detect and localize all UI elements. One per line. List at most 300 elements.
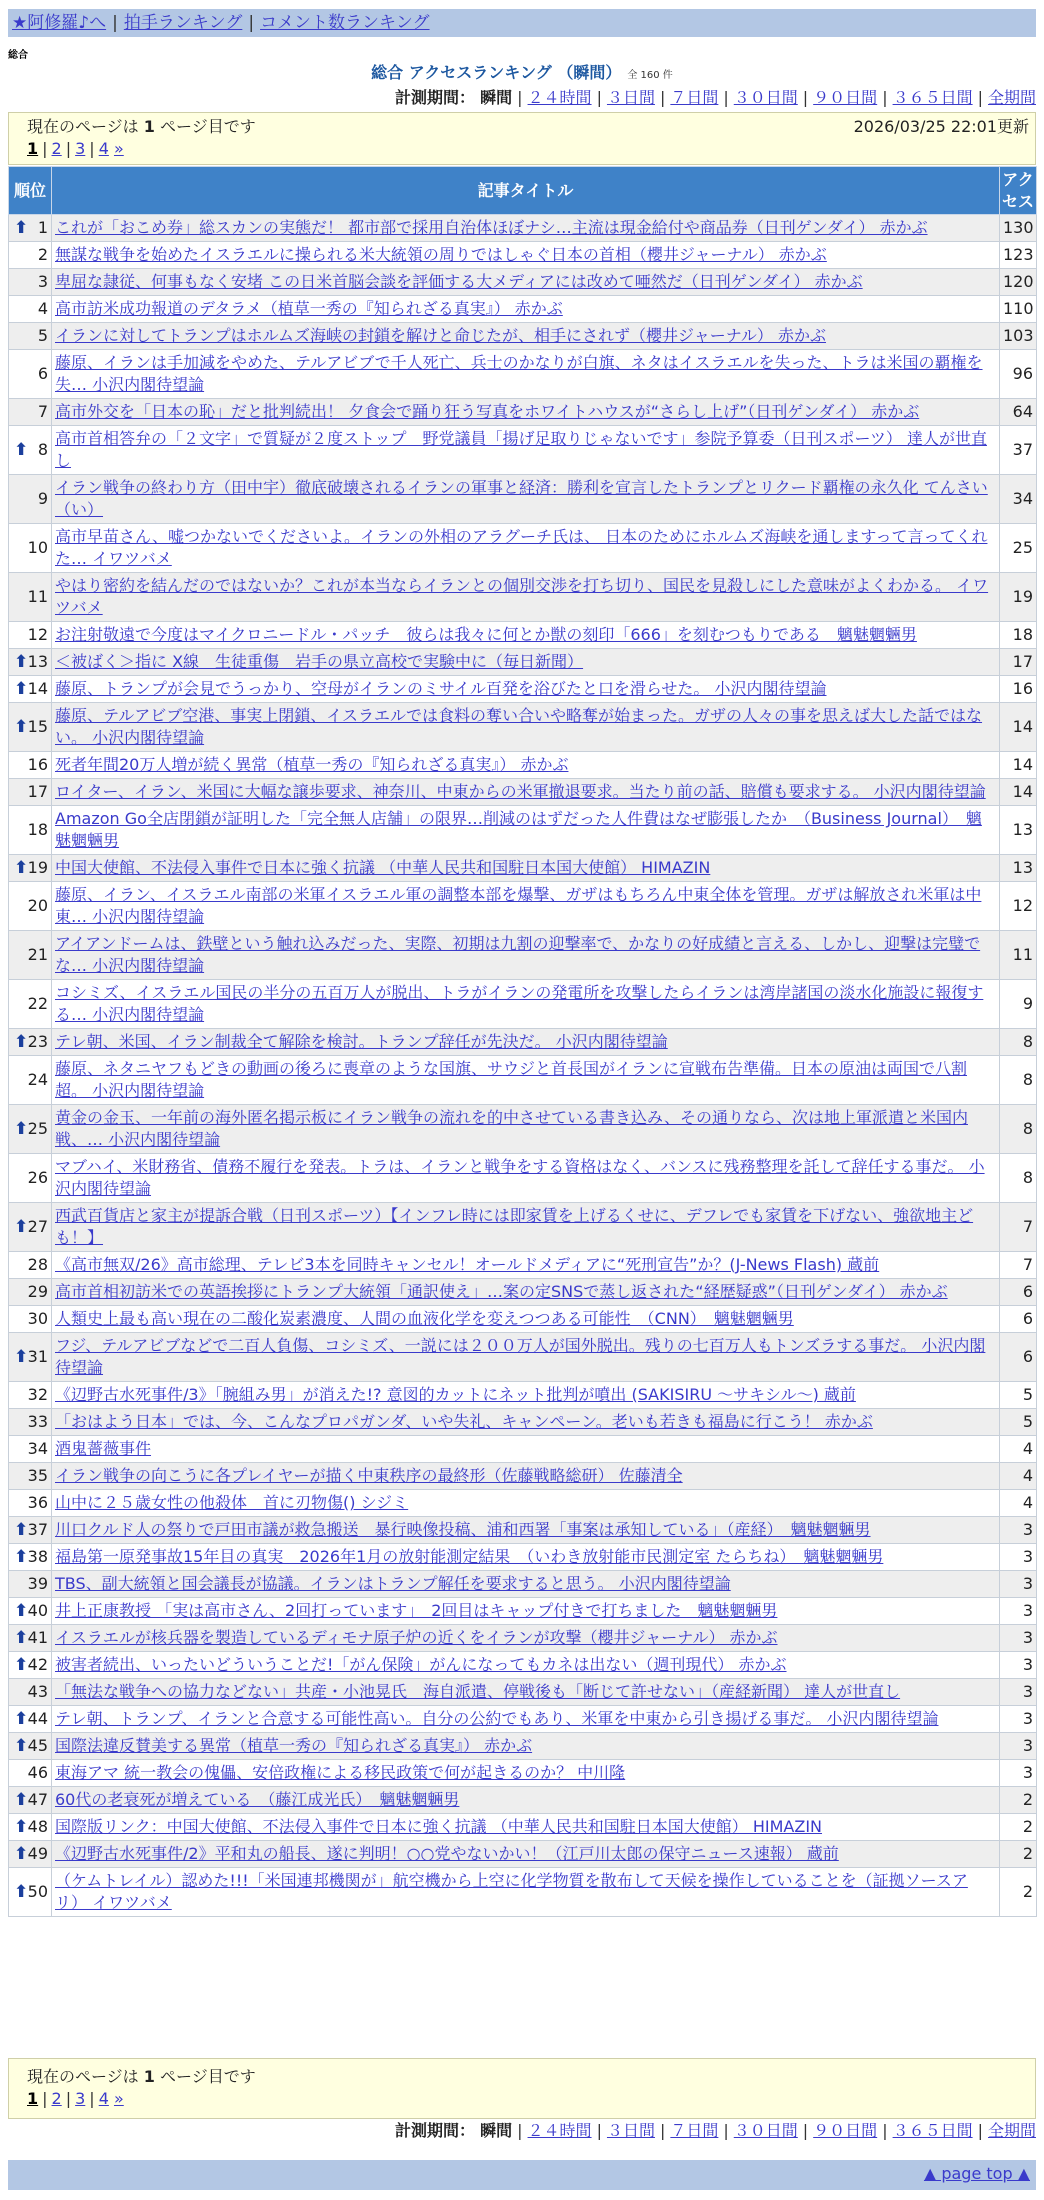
period-link[interactable]: 全期間 bbox=[987, 88, 1036, 107]
table-row bbox=[9, 1841, 1037, 1868]
page-link[interactable]: 3 bbox=[75, 2089, 86, 2108]
title-cell bbox=[52, 215, 1000, 242]
title-cell bbox=[52, 1154, 1000, 1203]
title-cell bbox=[52, 573, 1000, 622]
title-cell bbox=[52, 1463, 1000, 1490]
table-row bbox=[9, 1306, 1037, 1333]
title-cell bbox=[52, 752, 1000, 779]
page-link[interactable]: 2 bbox=[51, 2089, 62, 2108]
access-count: 3 bbox=[1000, 1760, 1037, 1787]
up-arrow-icon: ⬆ bbox=[14, 218, 29, 238]
access-count: 3 bbox=[1000, 1517, 1037, 1544]
access-count: 110 bbox=[1000, 296, 1037, 323]
table-row bbox=[9, 1814, 1037, 1841]
article-link[interactable]: お注射敬遠で今度はマイクロニードル・パッチ 彼らは我々に何とか獣の刻印「666」を刻むつもりである 魑魅魍魎男 bbox=[55, 625, 917, 644]
article-link[interactable]: テレ朝、トランプ、イランと合意する可能性高い。自分の公約でもあり、米軍を中東から引き揚げる事だ。 小沢内閣待望論 bbox=[55, 1709, 939, 1728]
period-link[interactable]: 全期間 bbox=[987, 2121, 1036, 2140]
article-link[interactable]: 《辺野古水死事件/3》「腕組み男」が消えた!? 意図的カットにネット批判が噴出 (SAKISIRU ～サキシル～) 蔵前 bbox=[55, 1385, 856, 1404]
up-arrow-icon: ⬆ bbox=[14, 1347, 29, 1367]
rank-cell bbox=[9, 806, 52, 855]
nav-separator: | bbox=[112, 13, 118, 33]
rank-cell bbox=[9, 215, 52, 242]
access-count: 5 bbox=[1000, 1382, 1037, 1409]
title-cell bbox=[52, 1409, 1000, 1436]
table-row bbox=[9, 1544, 1037, 1571]
rank-cell bbox=[9, 676, 52, 703]
article-link[interactable]: 山中に２５歳女性の他殺体 首に刃物傷() シジミ bbox=[55, 1493, 409, 1512]
period-separator: | bbox=[659, 2121, 666, 2140]
table-row bbox=[9, 426, 1037, 475]
table-row bbox=[9, 399, 1037, 426]
up-arrow-icon: ⬆ bbox=[14, 1882, 29, 1902]
title-cell bbox=[52, 1598, 1000, 1625]
article-link[interactable]: 国際版リンク：中国大使館、不法侵入事件で日本に強く抗議 （中華人民共和国駐日本国大使館） HIMAZIN bbox=[55, 1817, 823, 1836]
access-count: 123 bbox=[1000, 242, 1037, 269]
page-top-link[interactable]: ▲ page top ▲ bbox=[923, 2164, 1030, 2183]
period-label: 計測期間： bbox=[395, 88, 476, 107]
access-count: 130 bbox=[1000, 215, 1037, 242]
rank-cell bbox=[9, 1517, 52, 1544]
rank-number: 20 bbox=[27, 896, 48, 915]
article-link[interactable]: 死者年間20万人増が続く異常（植草一秀の『知られざる真実』） 赤かぶ bbox=[55, 755, 569, 774]
page-separator: | bbox=[42, 2089, 48, 2108]
article-link[interactable]: 《辺野古水死事件/2》平和丸の船長、遂に判明！○○党やないかい！（江戸川太郎の保守ニュース速報） 蔵前 bbox=[55, 1844, 839, 1863]
page-link[interactable]: 2 bbox=[51, 139, 62, 158]
rank-cell bbox=[9, 475, 52, 524]
clap-ranking-link[interactable]: 拍手ランキング bbox=[123, 13, 243, 33]
header-access: アクセス bbox=[1000, 167, 1037, 215]
title-cell bbox=[52, 1029, 1000, 1056]
rank-number: 35 bbox=[27, 1466, 48, 1485]
article-link[interactable]: イランに対してトランプはホルムズ海峡の封鎖を解けと命じたが、相手にされず（櫻井ジャーナル） 赤かぶ bbox=[55, 326, 827, 345]
title-cell bbox=[52, 882, 1000, 931]
title-cell bbox=[52, 980, 1000, 1029]
page-status: 現在のページは 1 ページ目です bbox=[27, 117, 256, 136]
table-row bbox=[9, 1679, 1037, 1706]
article-link[interactable]: 被害者続出、いったいどういうことだ!「がん保険」がんになってもカネは出ない（週刊現代） 赤かぶ bbox=[55, 1655, 787, 1674]
article-link[interactable]: 藤原、ネタニヤフもどきの動画の後ろに喪章のような国旗、サウジと首長国がイランに宣戦布告準備。日本の原油は両国で八割超。 小沢内閣待望論 bbox=[55, 1059, 968, 1100]
access-count: 19 bbox=[1000, 573, 1037, 622]
up-arrow-icon: ⬆ bbox=[14, 1655, 29, 1675]
table-row bbox=[9, 296, 1037, 323]
access-count: 16 bbox=[1000, 676, 1037, 703]
rank-number: 3 bbox=[37, 272, 48, 291]
rank-number: 28 bbox=[27, 1255, 48, 1274]
rank-cell bbox=[9, 980, 52, 1029]
up-arrow-icon: ⬆ bbox=[14, 717, 29, 737]
table-row bbox=[9, 1517, 1037, 1544]
page-separator: | bbox=[65, 139, 72, 158]
rank-number: 44 bbox=[27, 1709, 48, 1728]
period-separator: | bbox=[882, 88, 888, 107]
up-arrow-icon: ⬆ bbox=[14, 1628, 29, 1648]
table-row bbox=[9, 806, 1037, 855]
article-link[interactable]: 60代の老衰死が増えている （藤江成光氏） 魑魅魍魎男 bbox=[55, 1790, 460, 1809]
rank-cell bbox=[9, 649, 52, 676]
rank-cell bbox=[9, 1598, 52, 1625]
article-link[interactable]: 川口クルド人の祭りで戸田市議が救急搬送 暴行映像投稿、浦和西署「事案は承知している」（産経） 魑魅魍魎男 bbox=[55, 1520, 871, 1539]
rank-cell bbox=[9, 1029, 52, 1056]
page-next-link[interactable]: » bbox=[113, 2089, 124, 2108]
rank-cell bbox=[9, 1382, 52, 1409]
rank-cell bbox=[9, 752, 52, 779]
rank-cell bbox=[9, 573, 52, 622]
title-cell bbox=[52, 1706, 1000, 1733]
rank-number: 24 bbox=[27, 1070, 48, 1089]
access-count: 120 bbox=[1000, 269, 1037, 296]
title-cell bbox=[52, 855, 1000, 882]
access-count: 34 bbox=[1000, 475, 1037, 524]
article-link[interactable]: ＜被ばく＞指に X線 生徒重傷 岩手の県立高校で実験中に（毎日新聞） bbox=[55, 652, 584, 671]
title-cell bbox=[52, 399, 1000, 426]
article-link[interactable]: フジ、テルアビブなどで二百人負傷、コシミズ、一説には２００万人が国外脱出。残りの七百万人もトンズラする事だ。 小沢内閣待望論 bbox=[55, 1336, 986, 1377]
table-row bbox=[9, 1490, 1037, 1517]
title-cell bbox=[52, 1333, 1000, 1382]
access-count: 17 bbox=[1000, 649, 1037, 676]
rank-number: 1 bbox=[37, 218, 48, 237]
table-row bbox=[9, 1760, 1037, 1787]
article-link[interactable]: 高市訪米成功報道のデタラメ（植草一秀の『知られざる真実』） 赤かぶ bbox=[55, 299, 563, 318]
table-row bbox=[9, 1571, 1037, 1598]
table-row bbox=[9, 1154, 1037, 1203]
up-arrow-icon: ⬆ bbox=[14, 1709, 29, 1729]
rank-number: 22 bbox=[27, 994, 48, 1013]
article-link[interactable]: 西武百貨店と家主が提訴合戦（日刊スポーツ）【インフレ時には即家賃を上げるくせに、デフレでも家賃を下げない、強欲地主ども！】 bbox=[55, 1206, 974, 1247]
access-count: 11 bbox=[1000, 931, 1037, 980]
rank-number: 48 bbox=[27, 1817, 48, 1836]
period-link[interactable]: ３６５日間 bbox=[892, 2121, 973, 2140]
title-cell bbox=[52, 426, 1000, 475]
article-link[interactable]: TBS、副大統領と国会議長が協議。イランはトランプ解任を要求すると思う。 小沢内閣待望論 bbox=[55, 1574, 731, 1593]
article-link[interactable]: アイアンドームは、鉄壁という触れ込みだった、実際、初期は九割の迎撃率で、かなりの好成績と言える、しかし、迎撃は完璧でな… 小沢内閣待望論 bbox=[55, 934, 981, 975]
access-count: 103 bbox=[1000, 323, 1037, 350]
table-row bbox=[9, 703, 1037, 752]
rank-cell bbox=[9, 1814, 52, 1841]
period-current: 瞬間 bbox=[480, 2121, 513, 2140]
rank-cell bbox=[9, 703, 52, 752]
table-row bbox=[9, 1706, 1037, 1733]
home-link[interactable]: ★阿修羅♪へ bbox=[12, 13, 107, 33]
rank-number: 36 bbox=[27, 1493, 48, 1512]
rank-cell bbox=[9, 1733, 52, 1760]
period-separator: | bbox=[723, 2121, 729, 2140]
title-cell bbox=[52, 1105, 1000, 1154]
rank-number: 31 bbox=[27, 1347, 48, 1366]
article-link[interactable]: コシミズ、イスラエル国民の半分の五百万人が脱出、トラがイランの発電所を攻撃したらイランは湾岸諸国の淡水化施設に報復する… 小沢内閣待望論 bbox=[55, 983, 984, 1024]
rank-cell bbox=[9, 1868, 52, 1917]
page-title-text: 総合 アクセスランキング （瞬間） bbox=[371, 63, 622, 82]
table-row bbox=[9, 215, 1037, 242]
period-link[interactable]: ９０日間 bbox=[813, 2121, 878, 2140]
access-count: 13 bbox=[1000, 806, 1037, 855]
title-cell bbox=[52, 703, 1000, 752]
rank-number: 30 bbox=[27, 1309, 48, 1328]
access-count: 3 bbox=[1000, 1733, 1037, 1760]
article-link[interactable]: 卑屈な隷従、何事もなく安堵 この日米首脳会談を評価する大メディアには改めて唖然だ（日刊ゲンダイ） 赤かぶ bbox=[55, 272, 863, 291]
rank-cell bbox=[9, 779, 52, 806]
pager-bottom bbox=[8, 2058, 1036, 2119]
up-arrow-icon: ⬆ bbox=[14, 1790, 29, 1810]
rank-number: 9 bbox=[37, 489, 48, 508]
article-link[interactable]: イラン戦争の向こうに各プレイヤーが描く中東秩序の最終形（佐藤戦略総研） 佐藤清全 bbox=[55, 1466, 683, 1485]
article-link[interactable]: 高市首相答弁の「２文字」で質疑が２度ストップ 野党議員「揚げ足取りじゃないです」参院予算委（日刊スポーツ） 達人が世直し bbox=[55, 429, 987, 470]
rank-number: 29 bbox=[27, 1282, 48, 1301]
rank-number: 13 bbox=[27, 652, 48, 671]
up-arrow-icon: ⬆ bbox=[14, 1601, 29, 1621]
article-link[interactable]: 国際法違反賛美する異常（植草一秀の『知られざる真実』） 赤かぶ bbox=[55, 1736, 533, 1755]
total-count: 全 160 件 bbox=[627, 70, 673, 81]
page-link[interactable]: 4 bbox=[98, 2089, 109, 2108]
up-arrow-icon: ⬆ bbox=[14, 1844, 29, 1864]
article-link[interactable]: 井上正康教授 「実は高市さん、2回打っています」 2回目はキャップ付きで打ちました 魑魅魍魎男 bbox=[55, 1601, 778, 1620]
title-cell bbox=[52, 1625, 1000, 1652]
rank-cell bbox=[9, 1679, 52, 1706]
article-link[interactable]: 福島第一原発事故15年目の真実 2026年1月の放射能測定結果 （いわき放射能市民測定室 たらちね） 魑魅魍魎男 bbox=[55, 1547, 884, 1566]
page-link[interactable]: 3 bbox=[75, 139, 86, 158]
access-count: 2 bbox=[1000, 1841, 1037, 1868]
rank-number: 34 bbox=[27, 1439, 48, 1458]
rank-cell bbox=[9, 399, 52, 426]
period-separator: | bbox=[802, 2121, 809, 2140]
article-link[interactable]: 藤原、イラン、イスラエル南部の米軍イスラエル軍の調整本部を爆撃、ガザはもちろん中東全体を管理。ガザは解放され米軍は中東… 小沢内閣待望論 bbox=[55, 885, 982, 926]
access-count: 4 bbox=[1000, 1436, 1037, 1463]
article-link[interactable]: マブハイ、米財務省、債務不履行を発表。トラは、イランと戦争をする資格はなく、バンスに残務整理を託して辞任する事だ。 小沢内閣待望論 bbox=[55, 1157, 985, 1198]
period-link[interactable]: ９０日間 bbox=[813, 88, 878, 107]
period-selector-bottom bbox=[395, 2120, 1036, 2142]
rank-cell bbox=[9, 1154, 52, 1203]
title-cell bbox=[52, 1306, 1000, 1333]
rank-number: 38 bbox=[27, 1547, 48, 1566]
article-link[interactable]: これが「おこめ券」総スカンの実態だ！ 都市部で採用自治体ほぼナシ…主流は現金給付や商品券（日刊ゲンダイ） 赤かぶ bbox=[55, 218, 928, 237]
access-count: 12 bbox=[1000, 882, 1037, 931]
rank-number: 32 bbox=[27, 1385, 48, 1404]
article-link[interactable]: 高市首相初訪米での英語挨拶にトランプ大統領「通訳使え」…案の定SNSで蒸し返された“経歴疑惑”（日刊ゲンダイ） 赤かぶ bbox=[55, 1282, 948, 1301]
rank-number: 23 bbox=[27, 1032, 48, 1051]
rank-number: 46 bbox=[27, 1763, 48, 1782]
rank-cell bbox=[9, 1252, 52, 1279]
page-next-link[interactable]: » bbox=[113, 139, 124, 158]
access-count: 3 bbox=[1000, 1706, 1037, 1733]
comment-ranking-link[interactable]: コメント数ランキング bbox=[260, 13, 430, 33]
rank-cell bbox=[9, 1625, 52, 1652]
table-row bbox=[9, 1056, 1037, 1105]
title-cell bbox=[52, 1760, 1000, 1787]
article-link[interactable]: やはり密約を結んだのではないか？これが本当ならイランとの個別交渉を打ち切り、国民を見殺しにした意味がよくわかる。 イワツバメ bbox=[55, 576, 989, 617]
access-count: 2 bbox=[1000, 1814, 1037, 1841]
rank-cell bbox=[9, 1841, 52, 1868]
rank-number: 10 bbox=[27, 538, 48, 557]
updated-timestamp: 2026/03/25 22:01更新 bbox=[853, 117, 1029, 136]
up-arrow-icon: ⬆ bbox=[14, 652, 29, 672]
period-separator: | bbox=[517, 2121, 523, 2140]
access-count: 3 bbox=[1000, 1679, 1037, 1706]
rank-number: 21 bbox=[27, 945, 48, 964]
period-link[interactable]: ７日間 bbox=[670, 88, 719, 107]
rank-number: 5 bbox=[37, 326, 48, 345]
rank-cell bbox=[9, 1787, 52, 1814]
title-cell bbox=[52, 931, 1000, 980]
access-count: 8 bbox=[1000, 1154, 1037, 1203]
period-link[interactable]: ７日間 bbox=[670, 2121, 719, 2140]
up-arrow-icon: ⬆ bbox=[14, 1817, 29, 1837]
title-cell bbox=[52, 1279, 1000, 1306]
rank-number: 4 bbox=[37, 299, 48, 318]
rank-number: 14 bbox=[27, 679, 48, 698]
period-link[interactable]: ２４時間 bbox=[527, 88, 592, 107]
access-count: 18 bbox=[1000, 622, 1037, 649]
table-row bbox=[9, 1652, 1037, 1679]
article-link[interactable]: 高市外交を「日本の恥」だと批判続出！ 夕食会で踊り狂う写真をホワイトハウスが“さらし上げ”（日刊ゲンダイ） 赤かぶ bbox=[55, 402, 920, 421]
article-link[interactable]: 藤原、トランプが会見でうっかり、空母がイランのミサイル百発を浴びたと口を滑らせた。 小沢内閣待望論 bbox=[55, 679, 827, 698]
footer-bar bbox=[8, 2160, 1036, 2190]
up-arrow-icon: ⬆ bbox=[14, 679, 29, 699]
period-separator: | bbox=[977, 2121, 983, 2140]
rank-cell bbox=[9, 1571, 52, 1598]
table-row bbox=[9, 1598, 1037, 1625]
article-link[interactable]: イスラエルが核兵器を製造しているディモナ原子炉の近くをイランが攻撃（櫻井ジャーナル） 赤かぶ bbox=[55, 1628, 778, 1647]
title-cell bbox=[52, 475, 1000, 524]
access-count: 3 bbox=[1000, 1625, 1037, 1652]
rank-cell bbox=[9, 622, 52, 649]
article-link[interactable]: 無謀な戦争を始めたイスラエルに操られる米大統領の周りではしゃぐ日本の首相（櫻井ジャーナル） 赤かぶ bbox=[55, 245, 827, 264]
article-link[interactable]: 中国大使館、不法侵入事件で日本に強く抗議 （中華人民共和国駐日本国大使館） HIMAZIN bbox=[55, 858, 711, 877]
page-numbers bbox=[27, 2088, 1017, 2110]
title-cell bbox=[52, 1571, 1000, 1598]
title-cell bbox=[52, 649, 1000, 676]
title-cell bbox=[52, 1203, 1000, 1252]
table-row bbox=[9, 350, 1037, 399]
rank-number: 25 bbox=[27, 1119, 48, 1138]
header-title: 記事タイトル bbox=[52, 167, 1000, 215]
header-rank: 順位 bbox=[9, 167, 52, 215]
rank-number: 37 bbox=[27, 1520, 48, 1539]
period-link[interactable]: ３６５日間 bbox=[892, 88, 973, 107]
table-row bbox=[9, 1279, 1037, 1306]
article-link[interactable]: 高市早苗さん、嘘つかないでくださいよ。イランの外相のアラグーチ氏は、 日本のためにホルムズ海峡を通しますって言ってくれた… イワツバメ bbox=[55, 527, 988, 568]
article-link[interactable]: 《高市無双/26》高市総理、テレビ3本を同時キャンセル！オールドメディアに“死刑宣告”か？(J-News Flash) 蔵前 bbox=[55, 1255, 880, 1274]
nav-separator: | bbox=[248, 13, 255, 33]
period-link[interactable]: ３０日間 bbox=[733, 2121, 798, 2140]
period-separator: | bbox=[882, 2121, 888, 2140]
rank-number: 41 bbox=[27, 1628, 48, 1647]
access-count: 6 bbox=[1000, 1306, 1037, 1333]
ranking-table bbox=[8, 166, 1037, 1917]
rank-cell bbox=[9, 1306, 52, 1333]
table-row bbox=[9, 980, 1037, 1029]
title-cell bbox=[52, 1517, 1000, 1544]
rank-number: 7 bbox=[37, 402, 48, 421]
period-separator: | bbox=[596, 88, 602, 107]
period-link[interactable]: ２４時間 bbox=[527, 2121, 592, 2140]
access-count: 13 bbox=[1000, 855, 1037, 882]
article-link[interactable]: テレ朝、米国、イラン制裁全て解除を検討。トランプ辞任が先決だ。 小沢内閣待望論 bbox=[55, 1032, 668, 1051]
page-current: 1 bbox=[27, 139, 39, 158]
period-link[interactable]: ３日間 bbox=[606, 2121, 655, 2140]
table-row bbox=[9, 1436, 1037, 1463]
rank-cell bbox=[9, 1760, 52, 1787]
rank-number: 18 bbox=[27, 820, 48, 839]
table-row bbox=[9, 573, 1037, 622]
rank-number: 47 bbox=[27, 1790, 48, 1809]
article-link[interactable]: 酒鬼薔薇事件 bbox=[55, 1439, 152, 1458]
rank-number: 40 bbox=[27, 1601, 48, 1620]
article-link[interactable]: 「おはよう日本」では、今、こんなプロパガンダ、いや失礼、キャンペーン。老いも若きも福島に行こう！ 赤かぶ bbox=[55, 1412, 873, 1431]
table-row bbox=[9, 242, 1037, 269]
title-cell bbox=[52, 1652, 1000, 1679]
title-cell bbox=[52, 350, 1000, 399]
rank-cell bbox=[9, 931, 52, 980]
article-link[interactable]: 東海アマ 統一教会の傀儡、安倍政権による移民政策で何が起きるのか？ 中川隆 bbox=[55, 1763, 626, 1782]
rank-cell bbox=[9, 1436, 52, 1463]
page-title bbox=[0, 60, 1044, 83]
table-row bbox=[9, 524, 1037, 573]
up-arrow-icon: ⬆ bbox=[14, 1119, 29, 1139]
page-numbers bbox=[27, 138, 1017, 160]
article-link[interactable]: 「無法な戦争への協力などない」共産・小池晃氏 海自派遣、停戦後も「断じて許せない」（産経新聞） 達人が世直し bbox=[55, 1682, 901, 1701]
access-count: 8 bbox=[1000, 1105, 1037, 1154]
table-row bbox=[9, 1463, 1037, 1490]
table-row bbox=[9, 622, 1037, 649]
rank-number: 42 bbox=[27, 1655, 48, 1674]
article-link[interactable]: ロイター、イラン、米国に大幅な譲歩要求、神奈川、中東からの米軍撤退要求。当たり前の話、賠償も要求する。 小沢内閣待望論 bbox=[55, 782, 986, 801]
period-separator: | bbox=[802, 88, 809, 107]
rank-cell bbox=[9, 1333, 52, 1382]
period-link[interactable]: ３０日間 bbox=[733, 88, 798, 107]
table-row bbox=[9, 779, 1037, 806]
rank-number: 6 bbox=[37, 364, 48, 383]
period-separator: | bbox=[723, 88, 729, 107]
title-cell bbox=[52, 1679, 1000, 1706]
title-cell bbox=[52, 622, 1000, 649]
rank-number: 17 bbox=[27, 782, 48, 801]
article-link[interactable]: Amazon Go全店閉鎖が証明した「完全無人店舗」の限界…削減のはずだった人件費はなぜ膨張したか （Business Journal） 魑魅魍魎男 bbox=[55, 809, 982, 850]
access-count: 14 bbox=[1000, 703, 1037, 752]
access-count: 9 bbox=[1000, 980, 1037, 1029]
article-link[interactable]: イラン戦争の終わり方（田中宇）徹底破壊されるイランの軍事と経済：勝利を宣言したトランプとリクード覇権の永久化 てんさい（い） bbox=[55, 478, 988, 519]
rank-number: 45 bbox=[27, 1736, 48, 1755]
article-link[interactable]: （ケムトレイル）認めた!!!「米国連邦機関が」航空機から上空に化学物質を散布して天候を操作していることを（証拠ソースアリ） イワツバメ bbox=[55, 1871, 968, 1912]
period-label: 計測期間： bbox=[395, 2121, 476, 2140]
rank-number: 16 bbox=[27, 755, 48, 774]
rank-cell bbox=[9, 1490, 52, 1517]
title-cell bbox=[52, 1436, 1000, 1463]
access-count: 4 bbox=[1000, 1490, 1037, 1517]
rank-cell bbox=[9, 1409, 52, 1436]
page-link[interactable]: 4 bbox=[98, 139, 109, 158]
title-cell bbox=[52, 1814, 1000, 1841]
rank-cell bbox=[9, 1652, 52, 1679]
article-link[interactable]: 人類史上最も高い現在の二酸化炭素濃度、人間の血液化学を変えつつある可能性 （CNN） 魑魅魍魎男 bbox=[55, 1309, 794, 1328]
up-arrow-icon: ⬆ bbox=[14, 440, 29, 460]
rank-number: 2 bbox=[37, 245, 48, 264]
table-row bbox=[9, 676, 1037, 703]
rank-number: 15 bbox=[27, 717, 48, 736]
table-row bbox=[9, 1787, 1037, 1814]
access-count: 25 bbox=[1000, 524, 1037, 573]
table-row bbox=[9, 1733, 1037, 1760]
access-count: 5 bbox=[1000, 1409, 1037, 1436]
access-count: 2 bbox=[1000, 1787, 1037, 1814]
table-row bbox=[9, 475, 1037, 524]
table-row bbox=[9, 323, 1037, 350]
article-link[interactable]: 黄金の金玉、一年前の海外匿名掲示板にイラン戦争の流れを的中させている書き込み、その通りなら、次は地上軍派遣と米国内戦、… 小沢内閣待望論 bbox=[55, 1108, 968, 1149]
period-link[interactable]: ３日間 bbox=[606, 88, 655, 107]
access-count: 4 bbox=[1000, 1463, 1037, 1490]
title-cell bbox=[52, 806, 1000, 855]
table-row bbox=[9, 1382, 1037, 1409]
article-link[interactable]: 藤原、テルアビブ空港、事実上閉鎖、イスラエルでは食料の奪い合いや略奪が始まった。ガザの人々の事を思えば大した話ではない。 小沢内閣待望論 bbox=[55, 706, 983, 747]
article-link[interactable]: 藤原、イランは手加減をやめた、テルアビブで千人死亡、兵士のかなりが白旗、ネタはイスラエルを失った、トラは米国の覇権を失… 小沢内閣待望論 bbox=[55, 353, 983, 394]
